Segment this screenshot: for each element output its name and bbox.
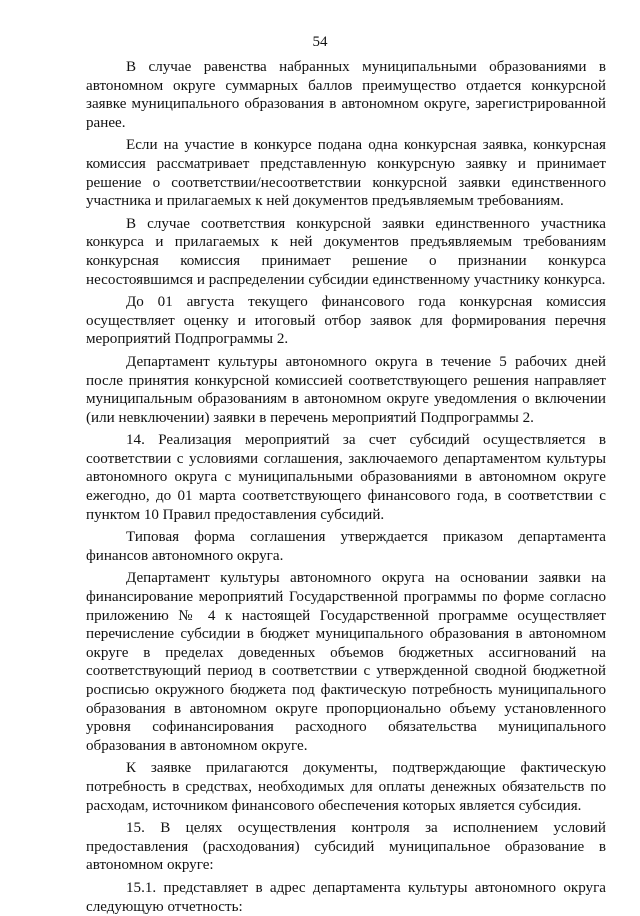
paragraph: В случае равенства набранных муниципальными образованиями в автономном округе суммарных баллов преимущество отдается конкурсной заявке муниципального образования в автономном округе, зарегистрированной ранее. [86, 59, 606, 131]
paragraph: 15. В целях осуществления контроля за исполнением условий предоставления (расходования) субсидий муниципальное образование в автономном округе: [86, 820, 606, 874]
paragraph: 15.1. представляет в адрес департамента культуры автономного округа следующую отчетность: [86, 879, 606, 915]
paragraph: Департамент культуры автономного округа в течение 5 рабочих дней после принятия конкурсной комиссией соответствующего решения направляет муниципальным образованиям в автономном округе уведомления о включении (или невключении) заявки в перечень мероприятий Подпрограммы 2. [86, 353, 606, 426]
paragraph: К заявке прилагаются документы, подтверждающие фактическую потребность в средствах, необходимых для оплаты денежных обязательств по расходам, источником финансового обеспечения которых является субсидия. [86, 760, 606, 814]
paragraph: Если на участие в конкурсе подана одна конкурсная заявка, конкурсная комиссия рассматривает представленную конкурсную заявку и принимает решение о соответствии/несоответствии конкурсной заявки единственного участника и прилагаемых к ней документов предъявляемым требованиям. [86, 137, 606, 210]
paragraph: 14. Реализация мероприятий за счет субсидий осуществляется в соответствии с условиями соглашения, заключаемого департаментом культуры автономного округа с муниципальными образованиями в автономном округе ежегодно, до 01 марта соответствующего финансового года, в соответствии с пунктом 10 Правил предоставления субсидий. [86, 432, 606, 523]
page-number: 54 [312, 34, 328, 50]
document-body [86, 58, 606, 916]
paragraph: В случае соответствия конкурсной заявки единственного участника конкурса и прилагаемых к ней документов предъявляемым требованиям конкурсная комиссия принимает решение о признании конкурса несостоявшимся и распределении субсидии единственному участнику конкурса. [86, 215, 606, 288]
paragraph: Типовая форма соглашения утверждается приказом департамента финансов автономного округа. [86, 529, 606, 564]
paragraph: До 01 августа текущего финансового года конкурсная комиссия осуществляет оценку и итоговый отбор заявок для формирования перечня мероприятий Подпрограммы 2. [86, 294, 606, 348]
paragraph: Департамент культуры автономного округа на основании заявки на финансирование мероприятий Государственной программы по форме согласно приложению № 4 к настоящей Государственной программе осуществляет перечисление субсидии в бюджет муниципального образования в автономном округе в пределах доведенных объемов бюджетных ассигнований на соответствующий период в соответствии с утвержденной сводной бюджетной росписью окружного бюджета под фактическую потребность муниципального образования в автономном округе пропорционально объему установленного уровня софинансирования расходного обязательства муниципального образования в автономном округе. [86, 570, 606, 754]
